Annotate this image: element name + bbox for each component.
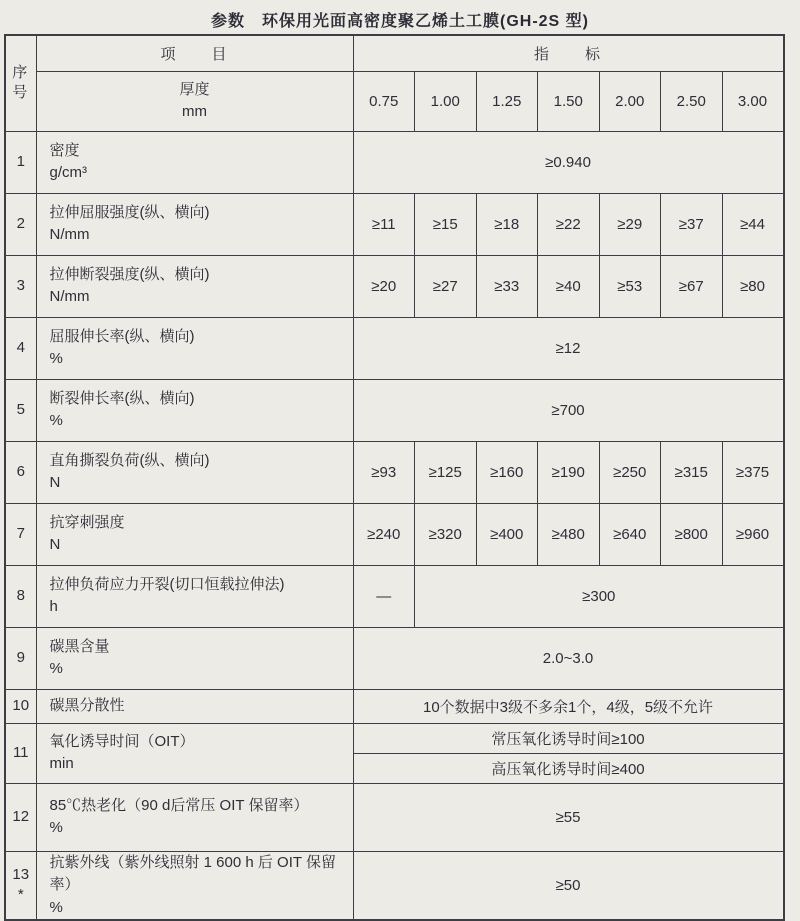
row-item (36, 689, 353, 723)
table-row (5, 565, 784, 627)
value-cell: ≥40 (538, 255, 600, 317)
row-no: 4 (5, 317, 36, 379)
value-cell: ≥125 (415, 441, 477, 503)
row-item (36, 565, 353, 627)
row-span-value: ≥12 (353, 317, 784, 379)
row-label: 拉伸负荷应力开裂(切口恒载拉伸法) (49, 575, 285, 593)
row-item (36, 317, 353, 379)
value-cell: ≥400 (476, 503, 538, 565)
thickness-value: 0.75 (353, 71, 415, 131)
table-row (5, 193, 784, 255)
value-cell: ≥33 (476, 255, 538, 317)
table-row (5, 783, 784, 851)
value-cell: ≥960 (722, 503, 784, 565)
value-cell: ≥160 (476, 441, 538, 503)
table-row (5, 317, 784, 379)
thickness-value: 1.25 (476, 71, 538, 131)
row-label: 直角撕裂负荷(纵、横向) (49, 451, 210, 469)
thickness-value: 2.00 (599, 71, 661, 131)
row-span-value: ≥300 (415, 565, 784, 627)
row-label: 屈服伸长率(纵、横向) (49, 327, 195, 345)
row-no: 12 (5, 783, 36, 851)
table-header-row-1 (5, 35, 784, 71)
row-no: 11 (5, 723, 36, 783)
row-unit: min (49, 755, 74, 772)
table-row (5, 851, 784, 920)
row-unit: % (49, 350, 63, 367)
value-cell: ≥320 (415, 503, 477, 565)
spec-table (4, 34, 785, 921)
row-unit: % (49, 412, 63, 429)
value-cell: ≥67 (661, 255, 723, 317)
row-no: 10 (5, 689, 36, 723)
value-cell: ≥44 (722, 193, 784, 255)
row-no: 2 (5, 193, 36, 255)
header-item: 项 目 (36, 35, 353, 71)
row-unit: h (49, 598, 58, 615)
value-cell: ≥11 (353, 193, 415, 255)
value-cell: ≥375 (722, 441, 784, 503)
row-label: 拉伸断裂强度(纵、横向) (49, 265, 210, 283)
thickness-unit: mm (182, 103, 207, 120)
value-cell: ≥20 (353, 255, 415, 317)
value-cell: ≥315 (661, 441, 723, 503)
row-label: 抗紫外线（紫外线照射 1 600 h 后 OIT 保留率） (49, 853, 336, 893)
row-span-value: 10个数据中3级不多余1个，4级，5级不允许 (353, 689, 784, 723)
row-no: 8 (5, 565, 36, 627)
row-item (36, 503, 353, 565)
row-label: 拉伸屈服强度(纵、横向) (49, 203, 210, 221)
row-span-value: ≥0.940 (353, 131, 784, 193)
value-cell: ≥27 (415, 255, 477, 317)
row-label: 密度 (49, 141, 80, 159)
row-unit: N (49, 474, 61, 491)
row-item (36, 255, 353, 317)
row-no: 5 (5, 379, 36, 441)
table-row (5, 131, 784, 193)
value-cell: ≥240 (353, 503, 415, 565)
row-unit: N/mm (49, 226, 90, 243)
row-unit: g/cm³ (49, 164, 87, 181)
header-serial: 序号 (5, 35, 36, 131)
table-row (5, 441, 784, 503)
table-row (5, 255, 784, 317)
row-item (36, 627, 353, 689)
row-unit: N (49, 536, 61, 553)
dash-cell: — (353, 565, 415, 627)
row-no: 9 (5, 627, 36, 689)
table-header-row-2 (5, 71, 784, 131)
value-cell: ≥640 (599, 503, 661, 565)
row-label: 断裂伸长率(纵、横向) (49, 389, 195, 407)
row-span-value: ≥50 (353, 851, 784, 920)
table-row (5, 379, 784, 441)
table-row (5, 503, 784, 565)
thickness-value: 2.50 (661, 71, 723, 131)
thickness-value: 3.00 (722, 71, 784, 131)
row-item (36, 851, 353, 920)
value-cell: ≥93 (353, 441, 415, 503)
header-thickness (36, 71, 353, 131)
row-unit: % (49, 898, 63, 916)
row-item (36, 379, 353, 441)
table-row (5, 689, 784, 723)
row-no: 7 (5, 503, 36, 565)
row-no: 1 (5, 131, 36, 193)
row-unit: N/mm (49, 288, 90, 305)
value-cell: ≥80 (722, 255, 784, 317)
page-title: 参数 环保用光面高密度聚乙烯土工膜(GH-2S 型) (210, 13, 589, 30)
value-cell: ≥22 (538, 193, 600, 255)
row-no: 13* (5, 851, 36, 920)
row-item (36, 783, 353, 851)
header-indicator: 指 标 (353, 35, 784, 71)
value-cell: ≥15 (415, 193, 477, 255)
row-label: 抗穿刺强度 (49, 513, 125, 531)
value-cell: ≥800 (661, 503, 723, 565)
thickness-value: 1.50 (538, 71, 600, 131)
table-row (5, 627, 784, 689)
row-unit: % (49, 660, 63, 677)
thickness-label: 厚度 (179, 80, 210, 98)
row-label: 氧化诱导时间（OIT） (49, 732, 195, 750)
row-no: 6 (5, 441, 36, 503)
row-label: 碳黑含量 (49, 637, 110, 655)
row-item (36, 441, 353, 503)
row-item (36, 723, 353, 783)
value-cell: ≥480 (538, 503, 600, 565)
row-span-value: 2.0~3.0 (353, 627, 784, 689)
row-span-value: ≥700 (353, 379, 784, 441)
row-no: 3 (5, 255, 36, 317)
value-cell: ≥37 (661, 193, 723, 255)
value-cell: ≥190 (538, 441, 600, 503)
row-sub-value: 常压氧化诱导时间≥100 (353, 723, 784, 753)
value-cell: ≥53 (599, 255, 661, 317)
row-sub-value: 高压氧化诱导时间≥400 (353, 753, 784, 783)
row-label: 碳黑分散性 (49, 697, 125, 714)
table-row (5, 723, 784, 753)
row-item (36, 131, 353, 193)
row-label: 85℃热老化（90 d后常压 OIT 保留率） (49, 796, 309, 814)
thickness-value: 1.00 (415, 71, 477, 131)
value-cell: ≥29 (599, 193, 661, 255)
value-cell: ≥250 (599, 441, 661, 503)
row-unit: % (49, 819, 63, 836)
row-item (36, 193, 353, 255)
row-span-value: ≥55 (353, 783, 784, 851)
value-cell: ≥18 (476, 193, 538, 255)
